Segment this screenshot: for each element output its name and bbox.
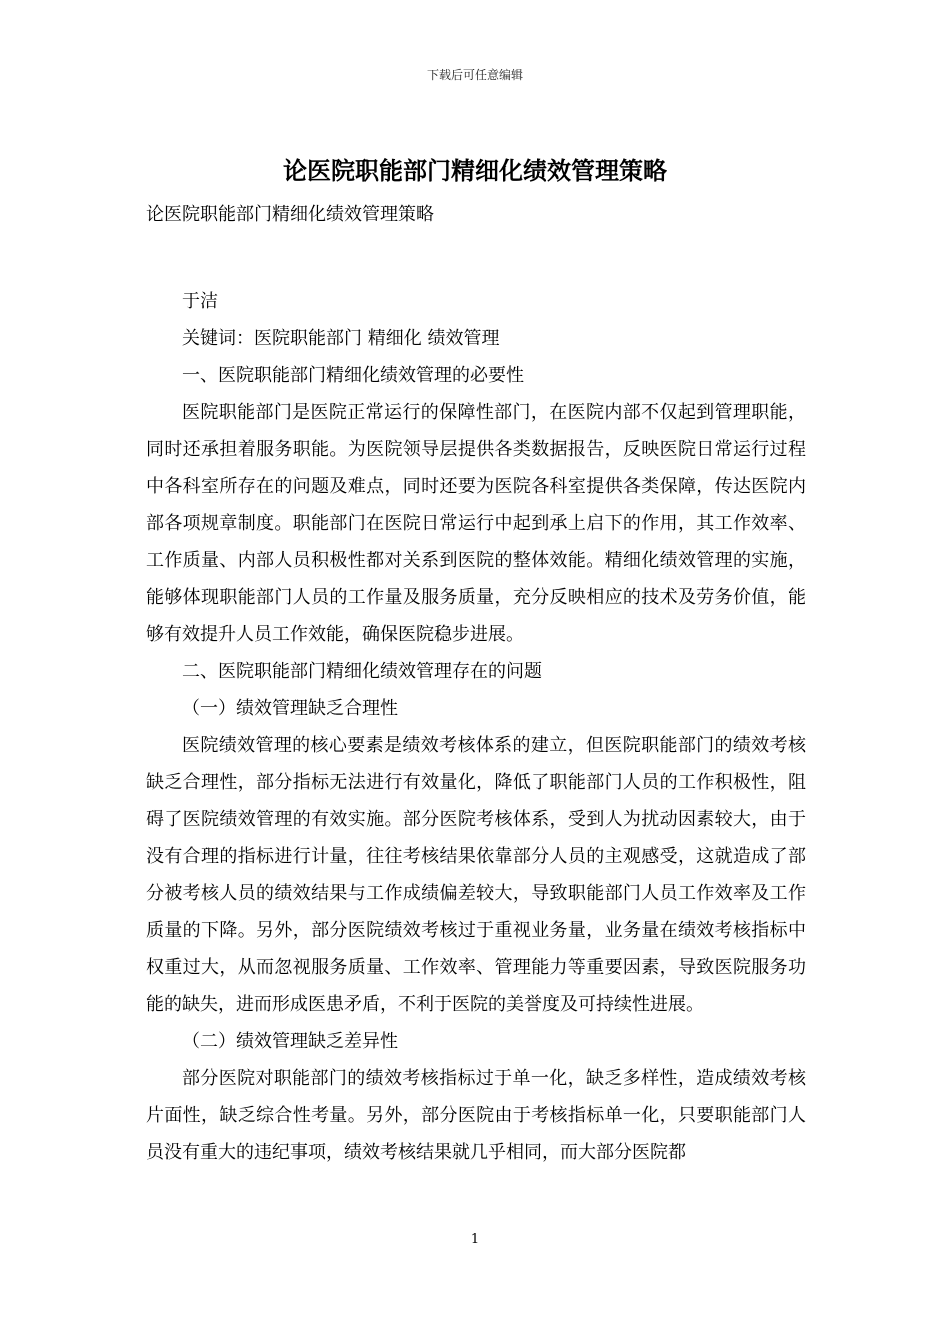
author: 于洁 <box>182 291 218 312</box>
spacer <box>146 233 806 283</box>
document-body <box>146 196 806 1171</box>
subtitle: 论医院职能部门精细化绩效管理策略 <box>146 204 434 225</box>
paragraph-2: 医院绩效管理的核心要素是绩效考核体系的建立，但医院职能部门的绩效考核缺乏合理性，部分指标无法进行有效量化，降低了职能部门人员的工作积极性，阻碍了医院绩效管理的有效实施。部分医院考核体系，受到人为扰动因素较大，由于没有合理的指标进行计量，往往考核结果依靠部分人员的主观感受，这就造成了部分被考核人员的绩效结果与工作成绩偏差较大，导致职能部门人员工作效率及工作质量的下降。另外，部分医院绩效考核过于重视业务量，业务量在绩效考核指标中权重过大，从而忽视服务质量、工作效率、管理能力等重要因素，导致医院服务功能的缺失，进而形成医患矛盾，不利于医院的美誉度及可持续性进展。 <box>146 735 806 1015</box>
subsection-heading-1: （一）绩效管理缺乏合理性 <box>182 698 398 719</box>
document-title: 论医院职能部门精细化绩效管理策略 <box>283 156 667 185</box>
subsection-heading-2: （二）绩效管理缺乏差异性 <box>182 1031 398 1052</box>
keywords: 关键词：医院职能部门 精细化 绩效管理 <box>182 328 500 349</box>
section-heading-1: 一、医院职能部门精细化绩效管理的必要性 <box>182 365 524 386</box>
page-number: 1 <box>470 1232 480 1247</box>
paragraph-3: 部分医院对职能部门的绩效考核指标过于单一化，缺乏多样性，造成绩效考核片面性，缺乏综合性考量。另外，部分医院由于考核指标单一化，只要职能部门人员没有重大的违纪事项，绩效考核结果就几乎相同，而大部分医院都 <box>146 1068 806 1163</box>
paragraph-1: 医院职能部门是医院正常运行的保障性部门，在医院内部不仅起到管理职能，同时还承担着服务职能。为医院领导层提供各类数据报告，反映医院日常运行过程中各科室所存在的问题及难点，同时还要为医院各科室提供各类保障，传达医院内部各项规章制度。职能部门在医院日常运行中起到承上启下的作用，其工作效率、工作质量、内部人员积极性都对关系到医院的整体效能。精细化绩效管理的实施，能够体现职能部门人员的工作量及服务质量，充分反映相应的技术及劳务价值，能够有效提升人员工作效能，确保医院稳步进展。 <box>146 402 806 645</box>
header-note: 下载后可任意编辑 <box>426 68 523 82</box>
section-heading-2: 二、医院职能部门精细化绩效管理存在的问题 <box>182 661 542 682</box>
